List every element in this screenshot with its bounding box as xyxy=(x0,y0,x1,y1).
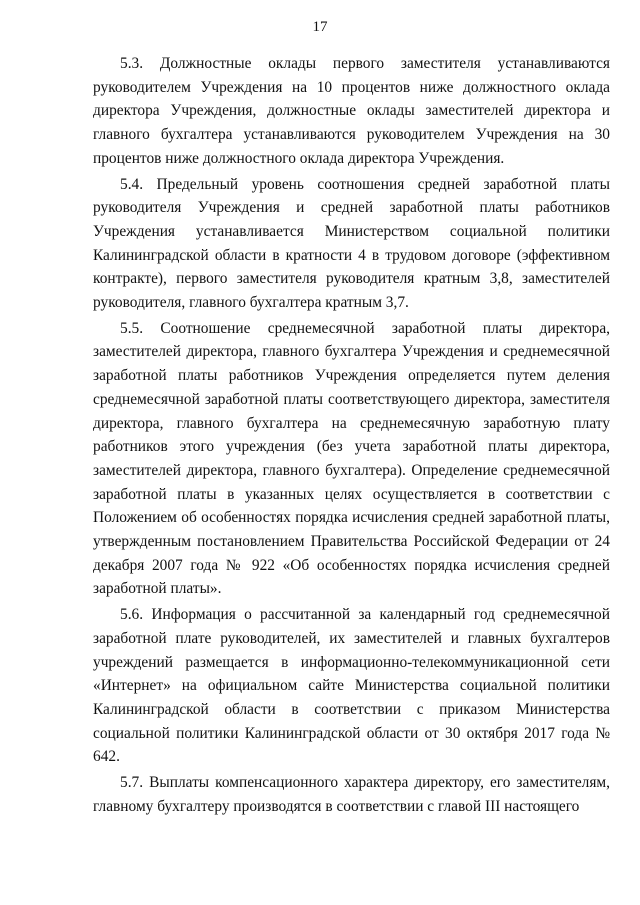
paragraph-5-4: 5.4. Предельный уровень соотношения средней заработной платы руководителя Учреждения и средней заработной платы работников Учреждения устанавливается Министерством социальной политики Калининградской области в кратности 4 в трудовом договоре (эффективном контракте), первого заместителя руководителя кратным 3,8, заместителей руководителя, главного бухгалтера кратным 3,7. xyxy=(93,175,610,312)
paragraph-5-5: 5.5. Соотношение среднемесячной заработной платы директора, заместителей директора, главного бухгалтера Учреждения и среднемесячной заработной платы работников Учреждения определяется путем деления среднемесячной заработной платы соответствующего директора, заместителя директора, главного бухгалтера на среднемесячную заработную плату работников этого учреждения (без учета заработной платы директора, заместителей директора, главного бухгалтера). Определение среднемесячной заработной платы в указанных целях осуществляется в соответствии с Положением об особенностях порядка исчисления средней заработной платы, утвержденным постановлением Правительства Российской Федерации от 24 декабря 2007 года № 922 «Об особенностях порядка исчисления средней заработной платы». xyxy=(93,319,610,598)
paragraph-5-6: 5.6. Информация о рассчитанной за календарный год среднемесячной заработной плате руководителей, их заместителей и главных бухгалтеров учреждений размещается в информационно-телекоммуникационной сети «Интернет» на официальном сайте Министерства социальной политики Калининградской области в соответствии с приказом Министерства социальной политики Калининградской области от 30 октября 2017 года № 642. xyxy=(93,606,610,766)
paragraph-5-3: 5.3. Должностные оклады первого заместителя устанавливаются руководителем Учреждения на 10 процентов ниже должностного оклада директора Учреждения, должностные оклады заместителей директора и главного бухгалтера устанавливаются руководителем Учреждения на 30 процентов ниже должностного оклада директора Учреждения. xyxy=(93,55,610,167)
document-body xyxy=(93,52,610,821)
paragraph-5-7: 5.7. Выплаты компенсационного характера директору, его заместителям, главному бухгалтеру производятся в соответствии с главой III настоящего xyxy=(93,774,610,815)
page-number: 17 xyxy=(312,19,328,35)
